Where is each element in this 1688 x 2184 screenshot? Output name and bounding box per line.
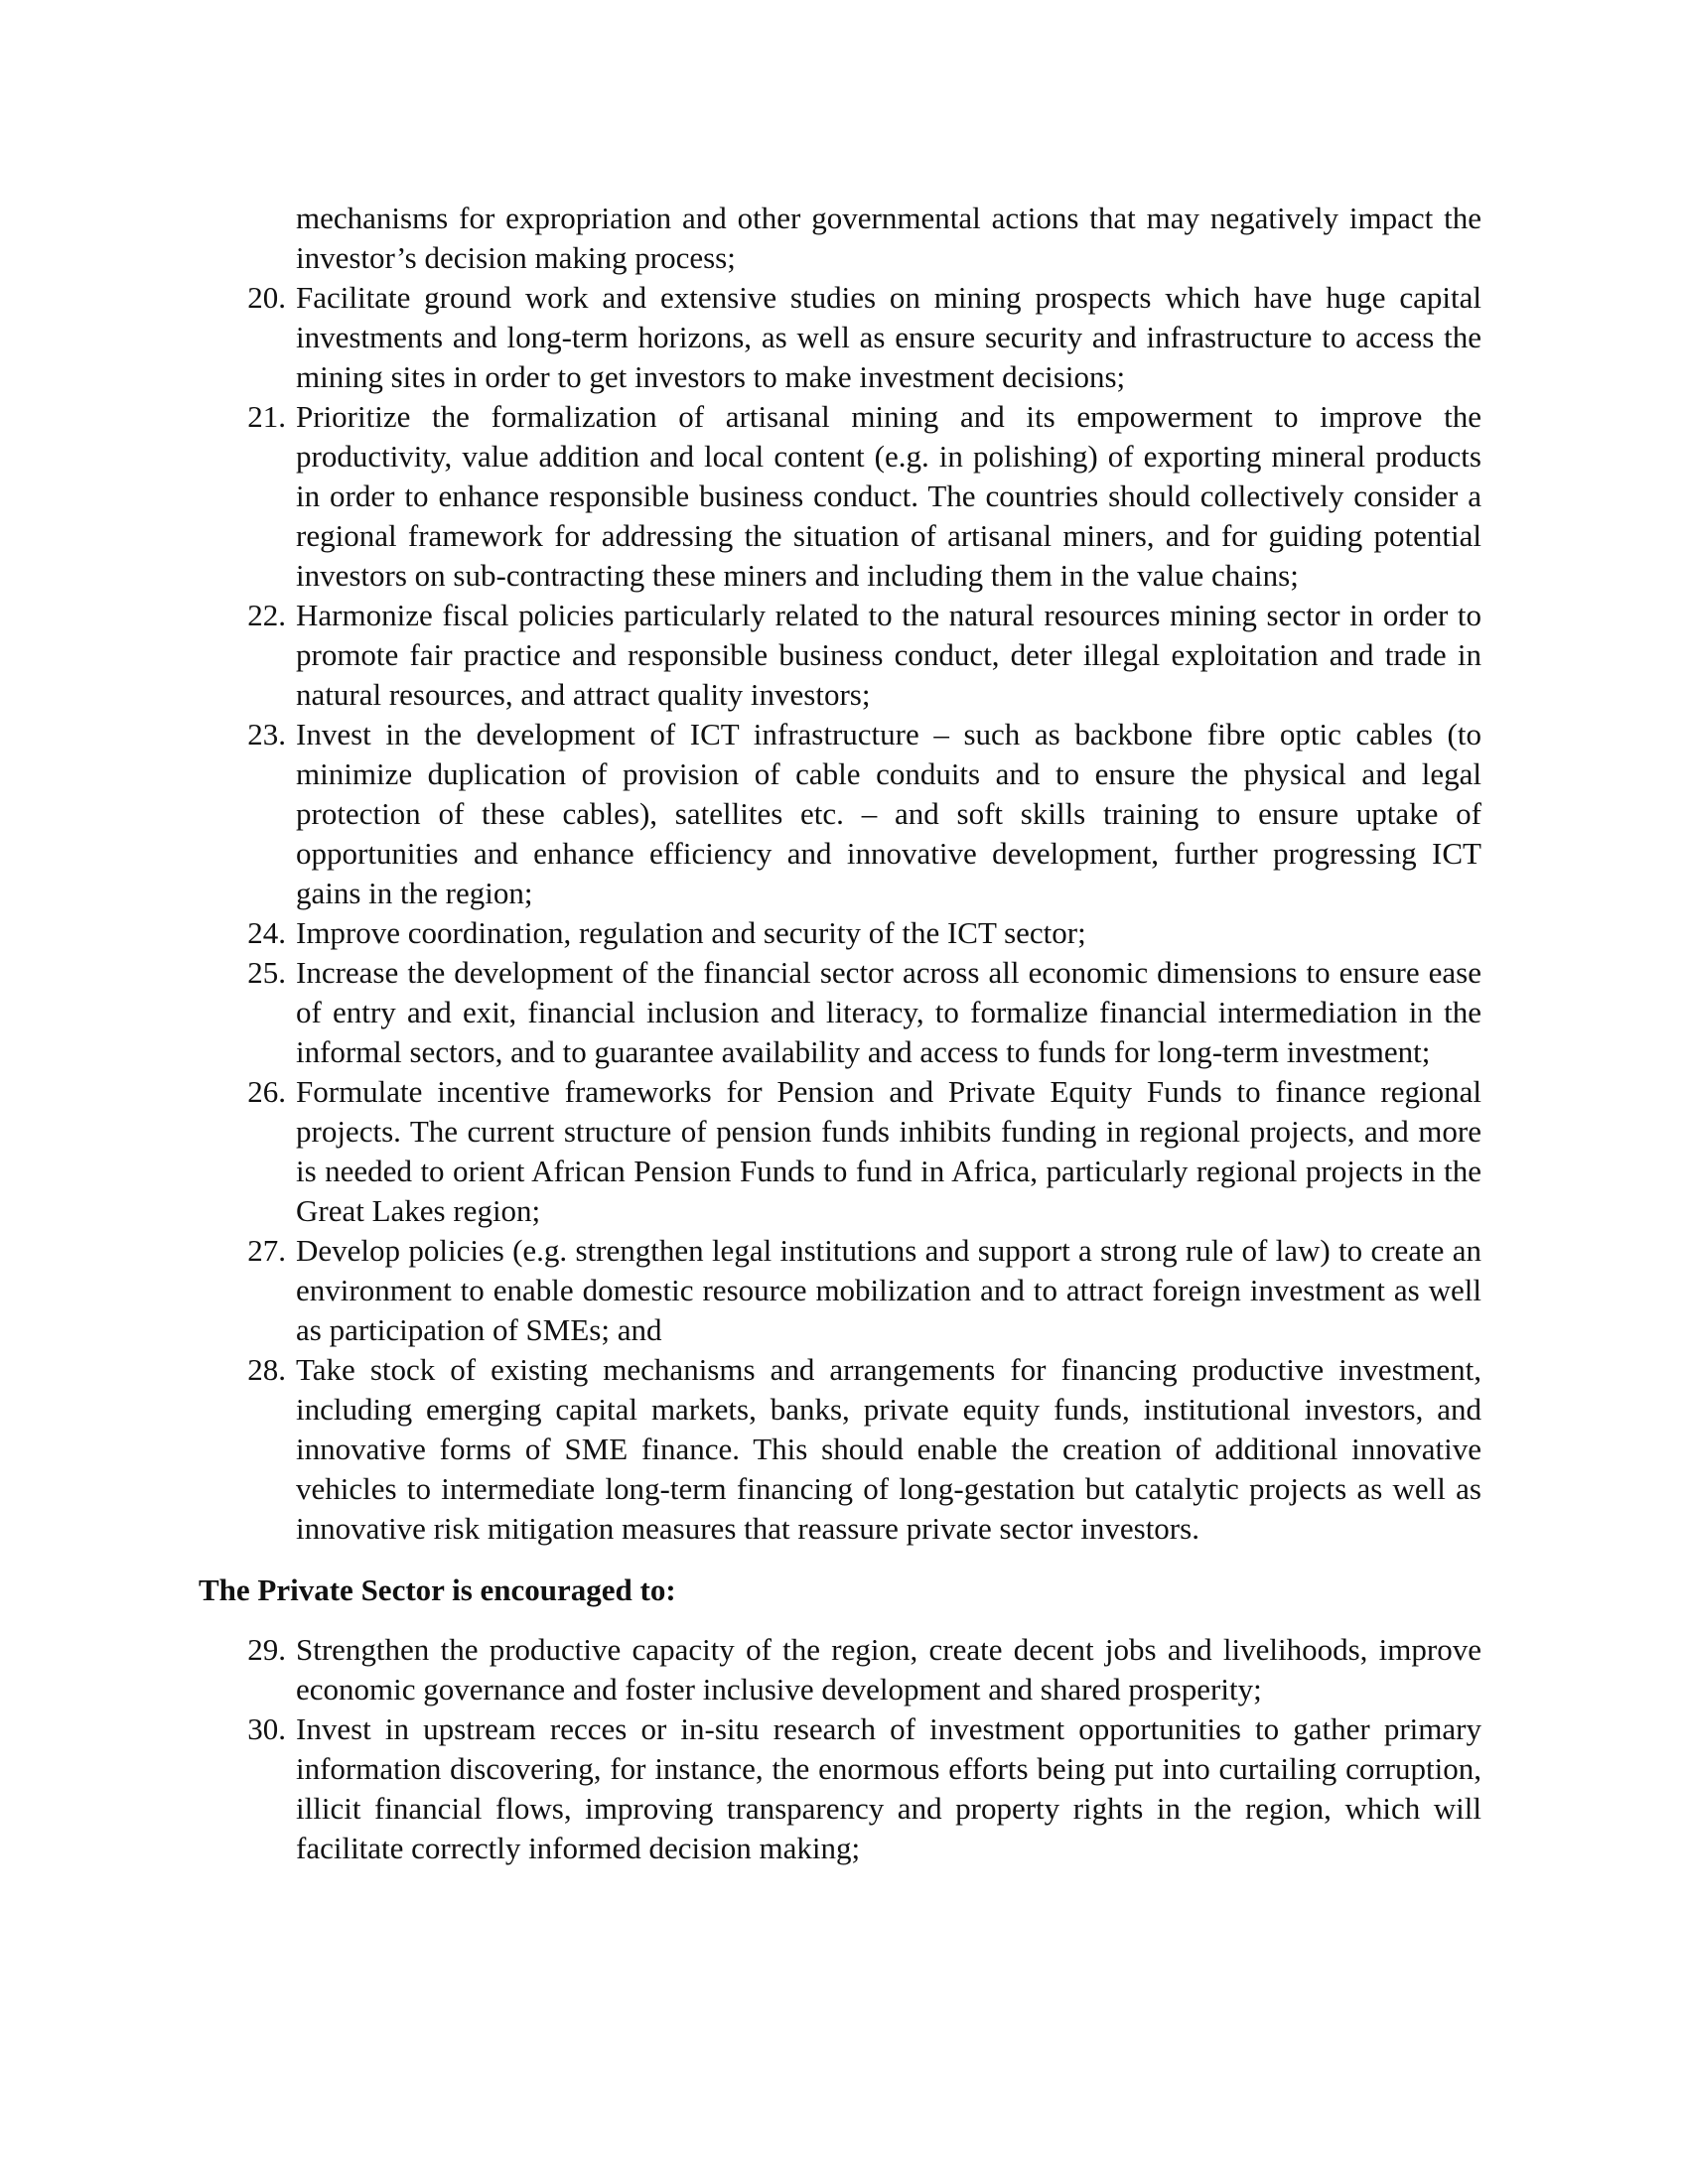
list-item <box>199 1630 1481 1709</box>
list-item-text: Increase the development of the financial sector across all economic dimensions to ensure ease of entry and exit, financial inclusion and literacy, to formalize financial intermediation in the informal sectors, and to guarantee availability and access to funds for long-term investment; <box>296 955 1481 1069</box>
list-item <box>199 278 1481 397</box>
list-item-text: Invest in upstream recces or in-situ research of investment opportunities to gather primary information discovering, for instance, the enormous efforts being put into curtailing corruption, illicit financial flows, improving transparency and property rights in the region, which will facilitate correctly informed decision making; <box>296 1711 1481 1865</box>
list-item <box>199 1072 1481 1231</box>
list-item-text: Strengthen the productive capacity of the region, create decent jobs and livelihoods, improve economic governance and foster inclusive development and shared prosperity; <box>296 1632 1481 1706</box>
list-item-number: 30. <box>247 1711 286 1746</box>
list-item-text: Take stock of existing mechanisms and arrangements for financing productive investment, including emerging capital markets, banks, private equity funds, institutional investors, and innovative forms of SME finance. This should enable the creation of additional innovative vehicles to intermediate long-term financing of long-gestation but catalytic projects as well as innovative risk mitigation measures that reassure private sector investors. <box>296 1352 1481 1546</box>
continuation-paragraph: mechanisms for expropriation and other governmental actions that may negatively impact the investor’s decision making process; <box>296 201 1481 275</box>
list-item-number: 28. <box>247 1352 286 1387</box>
list-item-number: 21. <box>247 399 286 434</box>
list-item-number: 25. <box>247 955 286 990</box>
list-item-number: 26. <box>247 1074 286 1109</box>
recommendations-list-governments <box>199 278 1481 1549</box>
list-item-number: 23. <box>247 717 286 751</box>
list-item <box>199 913 1481 953</box>
section-heading-private-sector: The Private Sector is encouraged to: <box>199 1572 676 1607</box>
page-content <box>199 199 1481 1868</box>
list-item-number: 24. <box>247 915 286 950</box>
list-item-number: 22. <box>247 598 286 632</box>
list-item-number: 27. <box>247 1233 286 1268</box>
list-item-text: Develop policies (e.g. strengthen legal institutions and support a strong rule of law) to create an environment to enable domestic resource mobilization and to attract foreign investment as well as participation of SMEs; and <box>296 1233 1481 1347</box>
list-item <box>199 715 1481 913</box>
list-item-text: Prioritize the formalization of artisanal mining and its empowerment to improve the productivity, value addition and local content (e.g. in polishing) of exporting mineral products in order to enhance responsible business conduct. The countries should collectively consider a regional framework for addressing the situation of artisanal miners, and for guiding potential investors on sub-contracting these miners and including them in the value chains; <box>296 399 1481 593</box>
list-item <box>199 1350 1481 1549</box>
list-item-text: Invest in the development of ICT infrastructure – such as backbone fibre optic cables (to minimize duplication of provision of cable conduits and to ensure the physical and legal protection of these cables), satellites etc. – and soft skills training to ensure uptake of opportunities and enhance efficiency and innovative development, further progressing ICT gains in the region; <box>296 717 1481 910</box>
list-item-text: Facilitate ground work and extensive studies on mining prospects which have huge capital investments and long-term horizons, as well as ensure security and infrastructure to access the mining sites in order to get investors to make investment decisions; <box>296 280 1481 394</box>
list-item-number: 20. <box>247 280 286 315</box>
list-item-text: Improve coordination, regulation and security of the ICT sector; <box>296 915 1086 950</box>
list-item <box>199 397 1481 596</box>
list-item <box>199 596 1481 715</box>
list-item-text: Harmonize fiscal policies particularly related to the natural resources mining sector in order to promote fair practice and responsible business conduct, deter illegal exploitation and trade in natural resources, and attract quality investors; <box>296 598 1481 712</box>
list-item-text: Formulate incentive frameworks for Pension and Private Equity Funds to finance regional projects. The current structure of pension funds inhibits funding in regional projects, and more is needed to orient African Pension Funds to fund in Africa, particularly regional projects in the Great Lakes region; <box>296 1074 1481 1228</box>
list-item-number: 29. <box>247 1632 286 1667</box>
list-item <box>199 1709 1481 1868</box>
list-item <box>199 953 1481 1072</box>
recommendations-list-private-sector <box>199 1630 1481 1868</box>
list-item <box>199 1231 1481 1350</box>
